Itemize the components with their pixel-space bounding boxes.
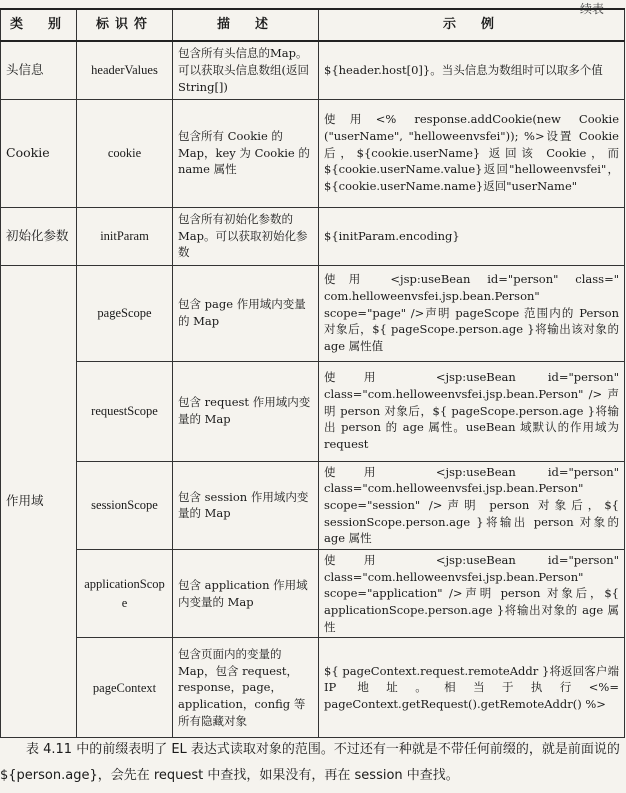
row-example: 使用 <jsp:useBean id="person" class="com.helloweenvsfei.jsp.bean.Person" scope="application" />声明 person 对象后，${ applicationScope.person.age }将输出对象的 age 属性 [319, 549, 625, 637]
table-row [1, 361, 625, 461]
header-identifier: 标识符 [77, 9, 173, 41]
row-example: ${header.host[0]}。当头信息为数组时可以取多个值 [319, 41, 625, 99]
table-row [1, 461, 625, 549]
row-example: 使用 <jsp:useBean id="person" class="com.helloweenvsfei.jsp.bean.Person" /> 声明 person 对象后，${ pageScope.person.age }将输出 person 的 age 属性。useBean 域默认的作用域为 request [319, 361, 625, 461]
row-example: 使用<% response.addCookie(new Cookie ("userName", "helloweenvsfei")); %>设置 Cookie 后，${cookie.userName} 返回该 Cookie，而${cookie.userName.value}返回"helloweenvsfei"，${cookie.userName.name}返回"userName" [319, 99, 625, 207]
continued-label: 续表 [579, 2, 604, 16]
header-description: 描 述 [173, 9, 319, 41]
row-description: 包含所有头信息的Map。可以获取头信息数组(返回 String[]) [173, 41, 319, 99]
row-example: 使用 <jsp:useBean id="person" class="com.helloweenvsfei.jsp.bean.Person" scope="session" />声明 person 对象后，${ sessionScope.person.age }将输出 person 对象的 age 属性 [319, 461, 625, 549]
table-row [1, 265, 625, 361]
row-identifier: requestScope [77, 361, 173, 461]
table-header-row [1, 9, 625, 41]
table-row [1, 207, 625, 265]
row-identifier: initParam [77, 207, 173, 265]
body-paragraph: 表 4.11 中的前缀表明了 EL 表达式读取对象的范围。不过还有一种就是不带任何前缀的，就是前面说的${person.age}，会先在 request 中查找，如果没有，再在 session 中查找。 [0, 742, 620, 783]
table-row [1, 99, 625, 207]
row-identifier: cookie [77, 99, 173, 207]
row-category: 作用域 [1, 265, 77, 738]
row-description: 包含所有 Cookie 的Map，key 为 Cookie 的name 属性 [173, 99, 319, 207]
row-example: ${ pageContext.request.remoteAddr }将返回客户端 IP 地址。相当于执行<%= pageContext.getRequest().getRemoteAddr() %> [319, 638, 625, 738]
row-description: 包含页面内的变量的 Map，包含 request，response，page，application，config 等所有隐藏对象 [173, 638, 319, 738]
table-row [1, 638, 625, 738]
header-example: 示 例 [319, 9, 625, 41]
row-category: 初始化参数 [1, 207, 77, 265]
row-description: 包含 application 作用域内变量的 Map [173, 549, 319, 637]
row-category: 头信息 [1, 41, 77, 99]
row-description: 包含 request 作用域内变量的 Map [173, 361, 319, 461]
row-example: ${initParam.encoding} [319, 207, 625, 265]
row-identifier: pageContext [77, 638, 173, 738]
row-description: 包含所有初始化参数的 Map。可以获取初始化参数 [173, 207, 319, 265]
header-category: 类 别 [1, 9, 77, 41]
row-identifier: applicationScope [77, 549, 173, 637]
row-category: Cookie [1, 99, 77, 207]
table-row [1, 549, 625, 637]
row-example: 使用 <jsp:useBean id="person" class=" com.helloweenvsfei.jsp.bean.Person" scope="page" />声明 pageScope 范围内的 Person 对象后，${ pageScope.person.age }将输出该对象的 age 属性值 [319, 265, 625, 361]
row-identifier: pageScope [77, 265, 173, 361]
row-identifier: headerValues [77, 41, 173, 99]
row-description: 包含 page 作用域内变量的 Map [173, 265, 319, 361]
row-identifier: sessionScope [77, 461, 173, 549]
el-implicit-objects-table [0, 8, 625, 738]
row-description: 包含 session 作用域内变量的 Map [173, 461, 319, 549]
table-row [1, 41, 625, 99]
